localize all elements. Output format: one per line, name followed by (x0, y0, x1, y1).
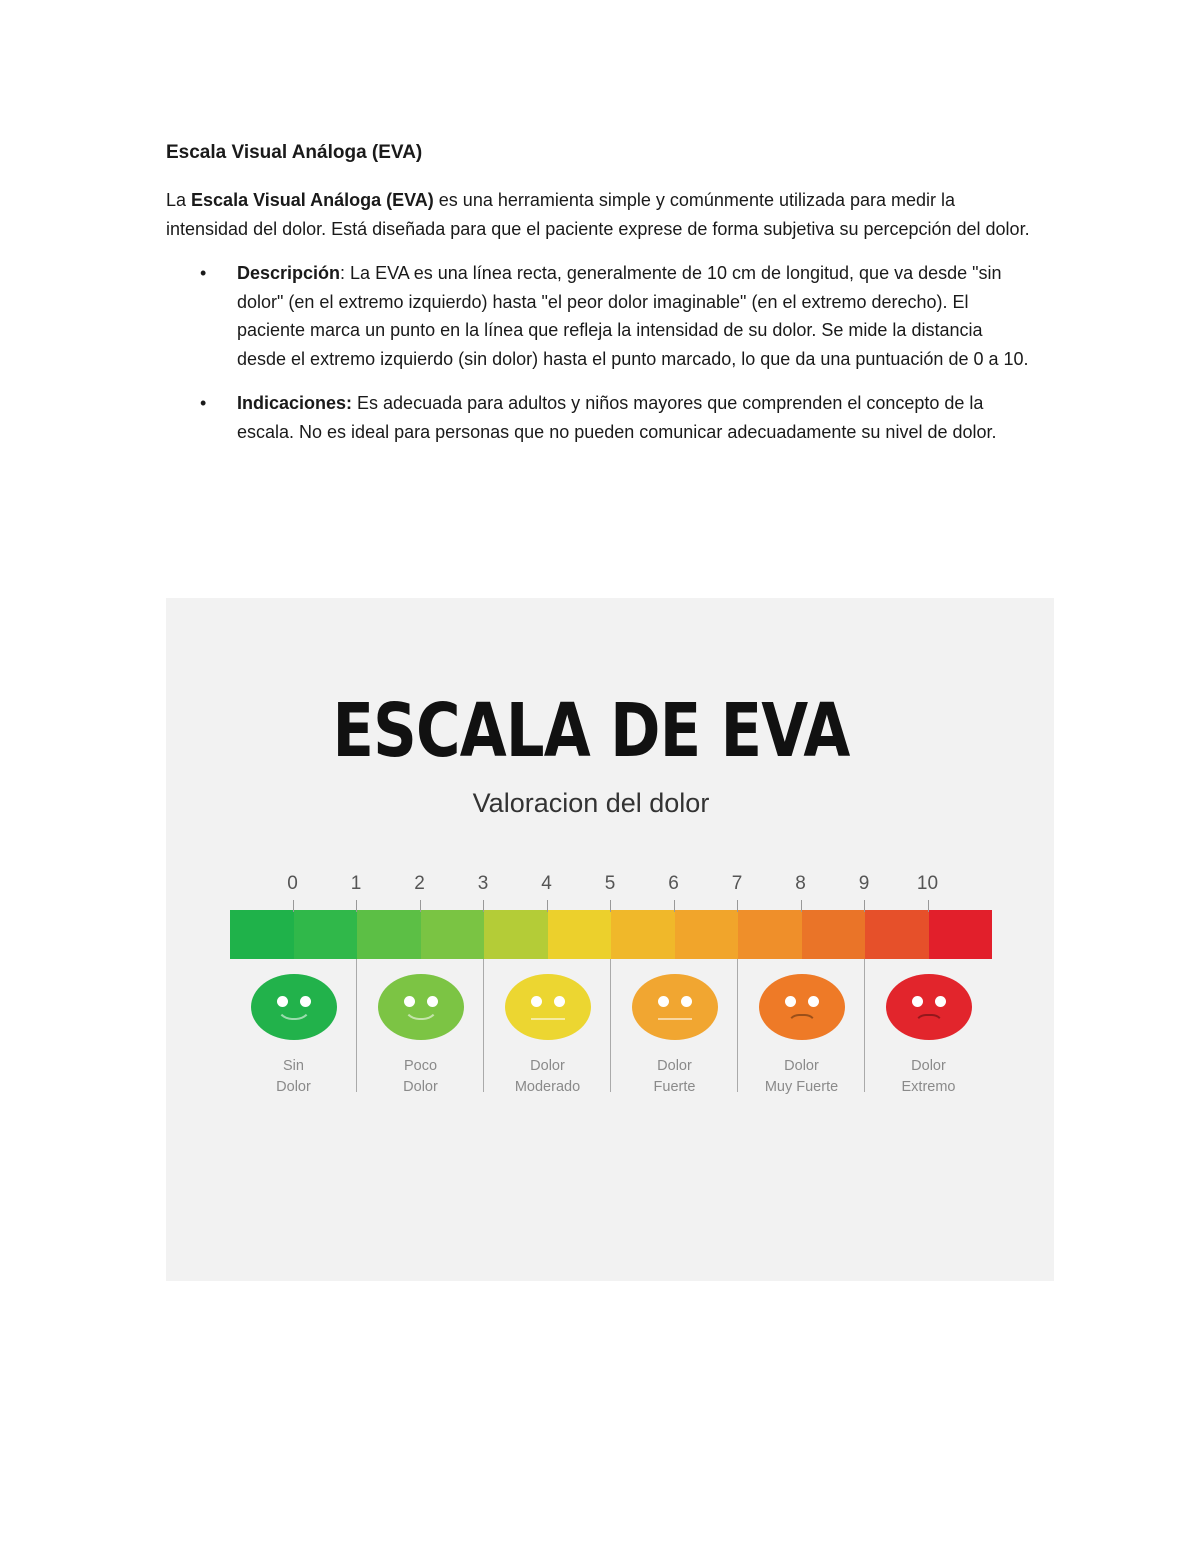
scale-tick (864, 900, 865, 912)
face-label-line: Poco (403, 1058, 438, 1074)
intro-rest: es una herramienta simple y comúnmente utilizada para medir la intensidad del dolor. Está diseñada para que el paciente exprese de forma subjetiva su percepción del dolor. (166, 190, 1030, 239)
bullet-glyph: • (200, 393, 207, 413)
face-label-line: Fuerte (653, 1079, 696, 1095)
face-mouth (914, 1014, 944, 1026)
face-icon (505, 974, 591, 1040)
scale-number: 0 (287, 873, 298, 894)
group-divider (610, 959, 611, 1092)
scale-segment (929, 910, 993, 959)
intro-prefix: La (166, 190, 192, 210)
scale-tick (801, 900, 802, 912)
face-label (874, 1056, 984, 1098)
scale-number: 4 (541, 873, 552, 894)
scale-segment (802, 910, 866, 959)
face-icon (251, 974, 337, 1040)
scale-number: 3 (477, 873, 489, 894)
group-divider (864, 959, 865, 1092)
face-eye (554, 996, 565, 1007)
bullet-description (166, 259, 1036, 373)
face-label-line: Sin (283, 1058, 304, 1074)
group-divider (737, 959, 738, 1092)
face-icon (759, 974, 845, 1040)
scale-number: 9 (858, 873, 870, 894)
document-title: Escala Visual Análoga (EVA) (166, 142, 423, 163)
face-label-line: Extremo (901, 1079, 956, 1095)
scale-tick (547, 900, 548, 912)
face-label-line: Moderado (514, 1079, 581, 1095)
scale-segment (294, 910, 358, 959)
scale-number: 7 (731, 873, 743, 894)
intro-bold-term: Escala Visual Análoga (EVA) (191, 190, 434, 210)
scale-segment (611, 910, 675, 959)
scale-tick (737, 900, 738, 912)
face-eye (681, 996, 692, 1007)
face-label-line: Dolor (276, 1079, 311, 1095)
eva-scale-figure (166, 598, 1054, 1281)
face-label-line: Dolor (657, 1058, 692, 1074)
scale-segment (675, 910, 739, 959)
scale-tick (420, 900, 421, 912)
color-scale-bar (230, 910, 992, 959)
scale-tick (674, 900, 675, 912)
face-mouth (658, 1018, 692, 1020)
bullet-text: : La EVA es una línea recta, generalmente de 10 cm de longitud, que va desde "sin dolor" (en el extremo izquierdo) hasta "el peor dolor imaginable" (en el extremo derecho). El paciente marca un punto en la línea que refleja la intensidad de su dolor. Se mide la distancia desde el extremo izquierdo (sin dolor) hasta el punto marcado, lo que da una puntuación de 0 a 10. (237, 263, 1029, 369)
scale-segment (865, 910, 929, 959)
scale-segment (357, 910, 421, 959)
face-mouth (276, 1004, 312, 1020)
face-eye (658, 996, 669, 1007)
face-eye (808, 996, 819, 1007)
scale-tick (610, 900, 611, 912)
scale-number: 5 (604, 873, 616, 894)
scale-segment (421, 910, 485, 959)
group-divider (483, 959, 484, 1092)
bullet-list (166, 259, 1036, 446)
scale-number: 1 (350, 873, 362, 894)
scale-segment (548, 910, 612, 959)
face-label (239, 1056, 349, 1098)
scale-segment (738, 910, 802, 959)
scale-tick (928, 900, 929, 912)
bullet-indications (166, 389, 1036, 446)
scale-number: 8 (795, 873, 806, 894)
scale-number: 2 (414, 873, 425, 894)
document-body (166, 140, 1036, 462)
face-icon (378, 974, 464, 1040)
face-icon (886, 974, 972, 1040)
scale-segment (484, 910, 548, 959)
face-eye (531, 996, 542, 1007)
face-mouth (403, 1004, 439, 1020)
scale-tick (356, 900, 357, 912)
face-label-line: Dolor (911, 1058, 946, 1074)
figure-title: ESCALA DE EVA (332, 688, 850, 774)
face-label-line: Dolor (784, 1058, 819, 1074)
face-label (620, 1056, 730, 1098)
scale-segment (230, 910, 294, 959)
bullet-text: Es adecuada para adultos y niños mayores que comprenden el concepto de la escala. No es ideal para personas que no pueden comunicar adecuadamente su nivel de dolor. (237, 393, 997, 442)
group-divider (356, 959, 357, 1092)
face-eye (912, 996, 923, 1007)
face-eye (935, 996, 946, 1007)
scale-tick (483, 900, 484, 912)
bullet-term: Descripción (237, 263, 341, 283)
face-label (493, 1056, 603, 1098)
face-label (366, 1056, 476, 1098)
bullet-term: Indicaciones: (237, 393, 353, 413)
face-icon (632, 974, 718, 1040)
intro-paragraph (166, 186, 1036, 243)
scale-tick (293, 900, 294, 912)
face-mouth (531, 1018, 565, 1020)
face-label-line: Dolor (403, 1079, 438, 1095)
face-label-line: Dolor (530, 1058, 565, 1074)
face-label-line: Muy Fuerte (764, 1079, 839, 1095)
scale-number: 6 (668, 873, 679, 894)
face-label (747, 1056, 857, 1098)
face-mouth (787, 1014, 817, 1026)
scale-number: 10 (916, 873, 939, 894)
bullet-glyph: • (200, 263, 207, 283)
figure-subtitle: Valoracion del dolor (472, 788, 710, 818)
face-eye (785, 996, 796, 1007)
